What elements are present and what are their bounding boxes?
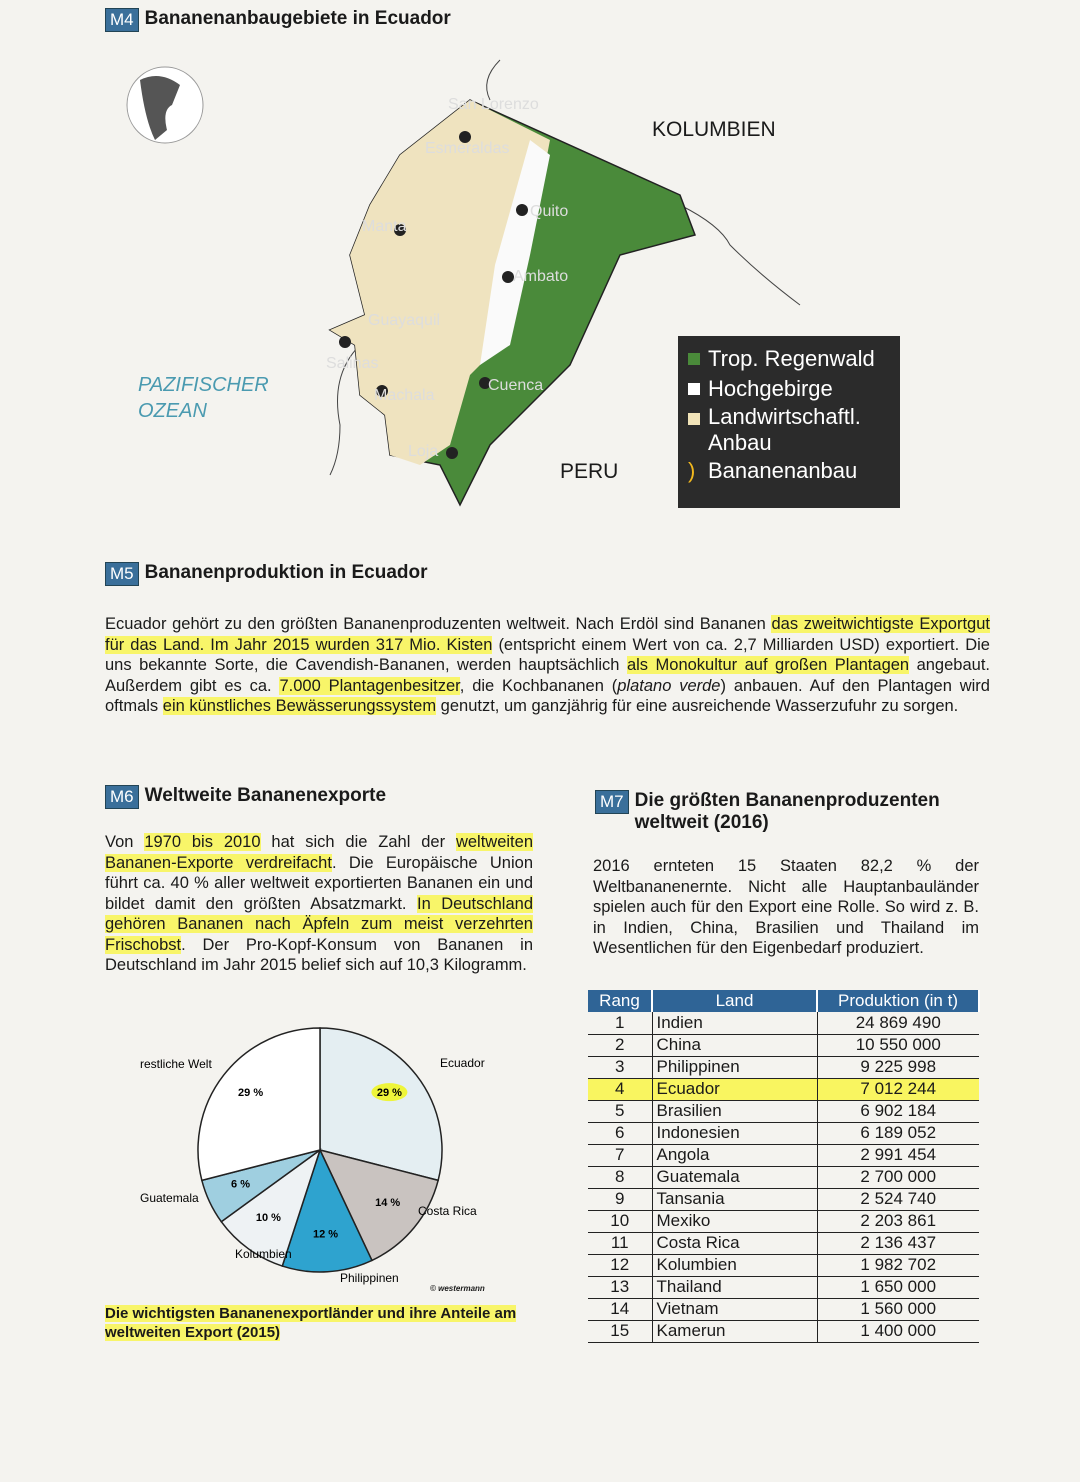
rank-cell: 4 [588, 1078, 652, 1100]
rank-cell: 13 [588, 1276, 652, 1298]
country-cell: Kolumbien [652, 1254, 817, 1276]
m5-tag: M5 [105, 562, 139, 586]
credit: © westermann [430, 1284, 485, 1293]
city-label: Manta [362, 218, 407, 235]
label-kolumbien: KOLUMBIEN [652, 118, 776, 141]
production-cell: 1 400 000 [817, 1320, 979, 1342]
rank-cell: 5 [588, 1100, 652, 1122]
text-segment: angebaut. Außerdem gibt es ca. [105, 656, 990, 695]
production-table [588, 990, 980, 1343]
production-cell: 1 560 000 [817, 1298, 979, 1320]
pie-value-label: 29 % [376, 1087, 402, 1100]
production-cell: 7 012 244 [817, 1078, 979, 1100]
production-cell: 9 225 998 [817, 1056, 979, 1078]
rank-cell: 11 [588, 1232, 652, 1254]
country-cell: Angola [652, 1144, 817, 1166]
text-segment: ) anbauen. Auf den Plantagen wird oftmals [105, 676, 990, 715]
pie-value-label: 12 % [312, 1228, 339, 1241]
country-cell: China [652, 1034, 817, 1056]
country-cell: Tansania [652, 1188, 817, 1210]
pie-category-label: Costa Rica [418, 1204, 477, 1218]
text-segment: (entspricht einem Wert von ca. 2,7 Milliarden USD) exportiert. Die uns bekannte Sorte, die Cavendish-Bananen, werden hauptsächlich [105, 635, 990, 674]
rank-cell: 1 [588, 1012, 652, 1034]
col-header: Produktion (in t) [817, 990, 979, 1012]
label-peru: PERU [560, 460, 619, 483]
table-row [588, 1210, 979, 1232]
m4-header [105, 8, 451, 32]
city-label: Loja [408, 443, 439, 460]
rank-cell: 15 [588, 1320, 652, 1342]
rank-cell: 10 [588, 1210, 652, 1232]
legend-item: ) Bananenanbau [688, 458, 858, 483]
table-row [588, 1056, 979, 1078]
text-segment: hat sich die Zahl der [260, 833, 456, 851]
production-cell: 1 650 000 [817, 1276, 979, 1298]
table-row [588, 1100, 979, 1122]
highlighted-text: weltweiten Bananen-Exporte verdreifacht [105, 833, 533, 872]
table-row [588, 1320, 979, 1342]
pie-caption: Die wichtigsten Bananenexportländer und ihre Anteile am weltweiten Export (2015) [105, 1305, 517, 1341]
pie-category-label: Guatemala [140, 1191, 199, 1205]
highlighted-text: das zweitwichtigste Exportgut für das Land. Im Jahr 2015 wurden 317 Mio. Kisten [105, 615, 990, 654]
production-cell: 2 991 454 [817, 1144, 979, 1166]
m5-text [105, 614, 990, 717]
country-cell: Indonesien [652, 1122, 817, 1144]
country-cell: Guatemala [652, 1166, 817, 1188]
city-label: Esmeraldas [425, 140, 510, 157]
rank-cell: 6 [588, 1122, 652, 1144]
country-cell: Costa Rica [652, 1232, 817, 1254]
table-row [588, 1144, 979, 1166]
highlighted-text: ein künstliches Bewässerungssystem [162, 697, 437, 715]
city-label: Ambato [513, 268, 569, 285]
table-row [588, 1122, 979, 1144]
city-label: San Lorenzo [448, 96, 539, 113]
pie-value-label: 6 % [231, 1178, 251, 1191]
country-cell: Mexiko [652, 1210, 817, 1232]
m6-header [105, 785, 386, 809]
col-header: Land [652, 990, 817, 1012]
highlighted-text: als Monokultur auf großen Plantagen [626, 656, 910, 674]
rank-cell: 8 [588, 1166, 652, 1188]
m6-text [105, 832, 533, 976]
table-row [588, 1166, 979, 1188]
rank-cell: 9 [588, 1188, 652, 1210]
production-cell: 10 550 000 [817, 1034, 979, 1056]
pie-category-label: Philippinen [340, 1271, 399, 1285]
pie-category-label: restliche Welt [140, 1057, 212, 1071]
production-cell: 24 869 490 [817, 1012, 979, 1034]
text-segment: . Der Pro-Kopf-Konsum von Bananen in Deutschland im Jahr 2015 belief sich auf 10,3 Kilogramm. [105, 935, 533, 974]
m4-title: Bananenanbaugebiete in Ecuador [144, 8, 451, 29]
map-legend [678, 336, 900, 508]
table-row [588, 1012, 979, 1034]
table-row [588, 1188, 979, 1210]
country-cell: Brasilien [652, 1100, 817, 1122]
m7-header [595, 790, 955, 834]
pie-value-label: 10 % [255, 1212, 281, 1225]
rank-cell: 3 [588, 1056, 652, 1078]
text-segment: platano verde [617, 676, 721, 695]
production-cell: 6 902 184 [817, 1100, 979, 1122]
country-cell: Philippinen [652, 1056, 817, 1078]
legend-item: Landwirtschaftl. Anbau [688, 404, 890, 456]
text-segment: genutzt, um ganzjährig für eine ausreichende Wasserzufuhr zu sorgen. [436, 697, 959, 715]
pie-category-label: Kolumbien [235, 1247, 292, 1261]
text-segment: , die Kochbananen ( [459, 676, 618, 695]
text-segment: Von [105, 833, 145, 851]
legend-item: Trop. Regenwald [688, 344, 890, 374]
pie-category-label: Ecuador [440, 1056, 485, 1070]
legend-item: Hochgebirge [688, 374, 890, 404]
m7-text: 2016 ernteten 15 Staaten 82,2 % der Weltbananenernte. Nicht alle Hauptanbauländer spielen auch für den Export eine Rolle. So wird z. B. in Indien, China, Brasilien und Thailand im Wesentlichen für den Eigenbedarf produziert. [593, 857, 979, 957]
table-row [588, 1078, 979, 1100]
table-row [588, 1034, 979, 1056]
m5-header [105, 562, 428, 586]
highlighted-text: 1970 bis 2010 [144, 833, 261, 851]
m6-title: Weltweite Bananenexporte [144, 785, 387, 806]
export-pie-chart [100, 1020, 550, 1305]
m7-title: Die größten Bananenproduzenten weltweit (2016) [634, 790, 940, 833]
rank-cell: 12 [588, 1254, 652, 1276]
col-header: Rang [588, 990, 652, 1012]
m7-tag: M7 [595, 790, 629, 814]
table-row [588, 1232, 979, 1254]
m6-tag: M6 [105, 785, 139, 809]
text-segment: . Die Europäische Union führt ca. 40 % aller weltweit exportierten Bananen ein und bildet damit den größten Absatzmarkt. [105, 853, 534, 913]
m5-title: Bananenproduktion in Ecuador [144, 562, 428, 583]
production-cell: 2 136 437 [817, 1232, 979, 1254]
production-cell: 2 203 861 [817, 1210, 979, 1232]
city-label: Quito [530, 203, 569, 220]
city-label: Guayaquil [368, 312, 441, 329]
country-cell: Thailand [652, 1276, 817, 1298]
label-ocean: PAZIFISCHER OZEAN [138, 374, 269, 422]
table-row [588, 1298, 979, 1320]
table-row [588, 1254, 979, 1276]
production-cell: 2 524 740 [817, 1188, 979, 1210]
highlighted-text: In Deutschland gehören Bananen nach Äpfeln zum meist verzehrten Frischobst [105, 894, 533, 954]
text-segment: Ecuador gehört zu den größten Bananenproduzenten weltweit. Nach Erdöl sind Bananen [105, 615, 772, 633]
rank-cell: 7 [588, 1144, 652, 1166]
production-cell: 6 189 052 [817, 1122, 979, 1144]
city-label: Cuenca [488, 377, 544, 394]
rank-cell: 2 [588, 1034, 652, 1056]
table-row [588, 1276, 979, 1298]
production-cell: 1 982 702 [817, 1254, 979, 1276]
pie-value-label: 14 % [375, 1196, 401, 1209]
highlighted-text: 7.000 Plantagenbesitzer [279, 676, 460, 695]
m4-tag: M4 [105, 8, 139, 32]
production-cell: 2 700 000 [817, 1166, 979, 1188]
city-label: Machala [374, 387, 435, 404]
pie-value-label: 29 % [238, 1087, 264, 1100]
country-cell: Ecuador [652, 1078, 817, 1100]
country-cell: Kamerun [652, 1320, 817, 1342]
country-cell: Vietnam [652, 1298, 817, 1320]
city-label: Salinas [326, 355, 379, 372]
rank-cell: 14 [588, 1298, 652, 1320]
country-cell: Indien [652, 1012, 817, 1034]
